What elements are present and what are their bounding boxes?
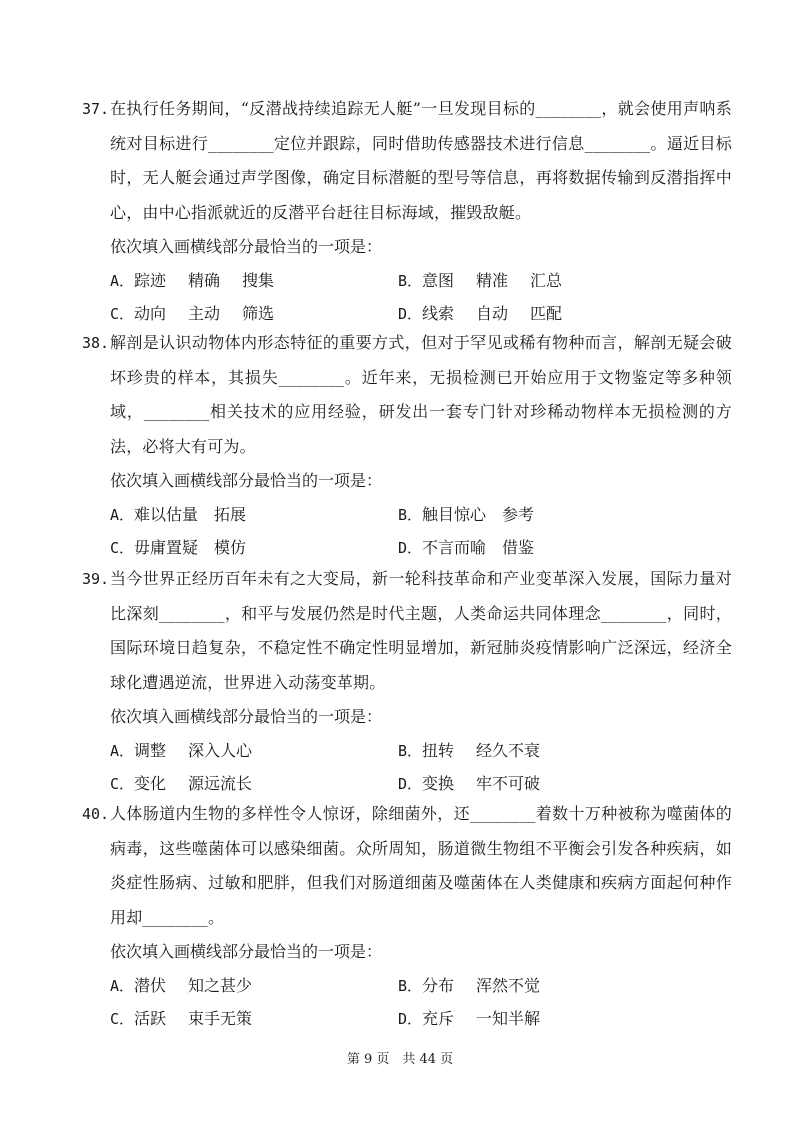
option-c[interactable]: C．毋庸置疑 模仿 — [110, 538, 247, 557]
option-a[interactable]: A．潜伏 知之甚少 — [110, 976, 253, 995]
question-instruction: 依次填入画横线部分最恰当的一项是： — [110, 471, 383, 490]
question-number: 40. — [82, 805, 110, 823]
question-text: 人体肠道内生物的多样性令人惊讶，除细菌外，还________着数十万种被称为噬菌体的病毒，这些噬菌体可以感染细菌。众所周知，肠道微生物组不平衡会引发各种疾病，如炎症性肠病、过敏和肥胖，但我们对肠道细菌及噬菌体在人类健康和疾病方面起何种作用却________。 — [110, 804, 732, 927]
option-row — [110, 1002, 732, 1035]
question-instruction: 依次填入画横线部分最恰当的一项是： — [110, 237, 383, 256]
option-d[interactable]: D．变换 牢不可破 — [398, 774, 541, 793]
option-c[interactable]: C．变化 源远流长 — [110, 774, 253, 793]
option-a[interactable]: A．踪迹 精确 搜集 — [110, 271, 275, 290]
question-instruction: 依次填入画横线部分最恰当的一项是： — [110, 707, 383, 726]
option-b[interactable]: B．分布 浑然不觉 — [398, 976, 541, 995]
option-c[interactable]: C．活跃 束手无策 — [110, 1009, 253, 1028]
question-37 — [82, 92, 732, 330]
option-c[interactable]: C．动向 主动 筛选 — [110, 304, 275, 323]
option-b[interactable]: B．扭转 经久不衰 — [398, 741, 541, 760]
option-a[interactable]: A．调整 深入人心 — [110, 741, 253, 760]
question-number: 37. — [82, 100, 110, 118]
option-d[interactable]: D．充斥 一知半解 — [398, 1009, 541, 1028]
option-b[interactable]: B．触目惊心 参考 — [398, 505, 535, 524]
question-number: 39. — [82, 570, 110, 588]
question-number: 38. — [82, 334, 110, 352]
question-text: 在执行任务期间，“反潜战持续追踪无人艇”一旦发现目标的________，就会使用声呐系统对目标进行________定位并跟踪，同时借助传感器技术进行信息________。逼近目标时，无人艇会通过声学图像，确定目标潜艇的型号等信息，再将数据传输到反潜指挥中心，由中心指派就近的反潜平台赶往目标海域，摧毁敌艇。 — [110, 99, 732, 222]
option-d[interactable]: D．线索 自动 匹配 — [398, 304, 563, 323]
question-text: 解剖是认识动物体内形态特征的重要方式，但对于罕见或稀有物种而言，解剖无疑会破坏珍贵的样本，其损失________。近年来，无损检测已开始应用于文物鉴定等多种领域，________相关技术的应用经验，研发出一套专门针对珍稀动物样本无损检测的方法，必将大有可为。 — [110, 333, 732, 456]
option-row — [110, 498, 732, 531]
page-footer: 第 9 页 共 44 页 — [346, 1052, 454, 1067]
question-instruction: 依次填入画横线部分最恰当的一项是： — [110, 942, 383, 961]
question-39 — [82, 562, 732, 800]
option-row — [110, 734, 732, 767]
option-row — [110, 767, 732, 800]
option-row — [110, 264, 732, 297]
option-row — [110, 531, 732, 564]
question-40 — [82, 797, 732, 1035]
option-b[interactable]: B．意图 精准 汇总 — [398, 271, 563, 290]
option-d[interactable]: D．不言而喻 借鉴 — [398, 538, 535, 557]
question-text: 当今世界正经历百年未有之大变局，新一轮科技革命和产业变革深入发展，国际力量对比深刻________，和平与发展仍然是时代主题，人类命运共同体理念________，同时，国际环境日趋复杂，不稳定性不确定性明显增加，新冠肺炎疫情影响广泛深远，经济全球化遭遇逆流，世界进入动荡变革期。 — [110, 569, 732, 692]
option-a[interactable]: A．难以估量 拓展 — [110, 505, 247, 524]
question-38 — [82, 326, 732, 564]
option-row — [110, 969, 732, 1002]
